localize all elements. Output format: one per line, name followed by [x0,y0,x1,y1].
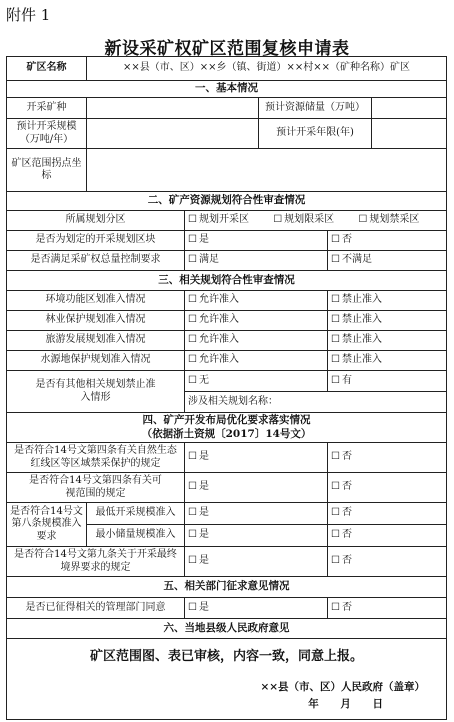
planning-zone-options [185,211,447,231]
zone-mining-checkbox[interactable]: ☐ 规划开采区 [188,214,270,227]
section-1-title: 一、基本情况 [7,81,447,98]
application-form-table [6,56,447,720]
years-field[interactable] [372,119,447,149]
checkbox[interactable]: ☐ 否 [331,507,352,518]
years-label: 预计开采年限(年) [259,119,372,149]
planning-block-no [328,231,447,251]
min-scale-label: 最低开采规模准入 [87,503,185,525]
section-5-title: 五、相关部门征求意见情况 [7,577,447,598]
env-ban [328,291,447,311]
checkbox[interactable]: ☐ 否 [331,481,352,492]
mine-name-label: 矿区名称 [7,57,87,81]
min-reserve-label: 最小储量规模准入 [87,525,185,547]
dept-consent-yes [185,598,328,619]
checkbox[interactable]: ☐ 允许准入 [188,354,239,365]
checkbox[interactable]: ☐ 是 [188,602,209,613]
checkbox[interactable]: ☐ 否 [331,234,352,245]
section-3-title: 三、相关规划符合性审查情况 [7,271,447,291]
final-boundary-label: 是否符合14号文第九条关于开采最终境界要求的规定 [7,547,185,577]
forestry-ban [328,311,447,331]
tourism-allow [185,331,328,351]
county-opinion-field[interactable] [7,639,447,720]
tourism-ban [328,331,447,351]
quota-yes [185,251,328,271]
checkbox[interactable]: ☐ 禁止准入 [331,334,382,345]
checkbox[interactable]: ☐ 是 [188,234,209,245]
checkbox[interactable]: ☐ 是 [188,507,209,518]
forestry-allow [185,311,328,331]
visible-range-label: 是否符合14号文第四条有关可视范围的规定 [7,473,185,503]
scale-field[interactable] [87,119,259,149]
dept-consent-no [328,598,447,619]
other-plan-label: 是否有其他相关规划禁止准入情形 [7,371,185,413]
checkbox[interactable]: ☐ 禁止准入 [331,314,382,325]
declaration-text: 矿区范围图、表已审核，内容一致，同意上报。 [90,649,364,664]
planning-zone-label: 所属规划分区 [7,211,185,231]
section-6-title: 六、当地县级人民政府意见 [7,619,447,639]
env-label: 环境功能区划准入情况 [7,291,185,311]
min-reserve-yes [185,525,328,547]
quota-label: 是否满足采矿权总量控制要求 [7,251,185,271]
visible-range-yes [185,473,328,503]
quota-no [328,251,447,271]
reserve-field[interactable] [372,98,447,119]
mine-name-value[interactable]: ××县（市、区）××乡（镇、街道）××村××（矿种名称）矿区 [87,57,447,81]
eco-redline-no [328,443,447,473]
eco-redline-label: 是否符合14号文第四条有关自然生态红线区等区域禁采保护的规定 [7,443,185,473]
section-4-heading: 四、矿产开发布局优化要求落实情况 [142,414,311,427]
section-2-title: 二、矿产资源规划符合性审查情况 [7,192,447,211]
checkbox[interactable]: ☐ 否 [331,555,352,566]
zone-limited-checkbox[interactable]: ☐ 规划限采区 [273,214,355,227]
checkbox[interactable]: ☐ 允许准入 [188,294,239,305]
checkbox[interactable]: ☐ 否 [331,602,352,613]
involved-plan-field[interactable] [185,392,447,413]
section-4-subtitle: （依据浙土资规〔2017〕14号文） [141,427,312,440]
tourism-label: 旅游发展规划准入情况 [7,331,185,351]
eco-redline-yes [185,443,328,473]
reserve-label: 预计资源储量（万吨） [259,98,372,119]
section-4-title [7,413,447,443]
mineral-type-field[interactable] [87,98,259,119]
final-boundary-yes [185,547,328,577]
min-scale-yes [185,503,328,525]
scale-label: 预计开采规模（万吨/年） [7,119,87,149]
checkbox[interactable]: ☐ 禁止准入 [331,354,382,365]
visible-range-no [328,473,447,503]
other-none [185,371,328,392]
checkbox[interactable]: ☐ 否 [331,529,352,540]
checkbox[interactable]: ☐ 是 [188,481,209,492]
mineral-type-label: 开采矿种 [7,98,87,119]
dept-consent-label: 是否已征得相关的管理部门同意 [7,598,185,619]
checkbox[interactable]: ☐ 有 [331,375,352,386]
min-reserve-no [328,525,447,547]
date-line: 年 月 日 [308,698,384,711]
planning-block-label: 是否为划定的开采规划区块 [7,231,185,251]
checkbox[interactable]: ☐ 不满足 [331,254,372,265]
water-allow [185,351,328,371]
coords-field[interactable] [87,149,447,192]
water-label: 水源地保护规划准入情况 [7,351,185,371]
signature-line: ××县（市、区）人民政府（盖章） [260,681,426,694]
checkbox[interactable]: ☐ 允许准入 [188,334,239,345]
min-scale-no [328,503,447,525]
checkbox[interactable]: ☐ 满足 [188,254,219,265]
checkbox[interactable]: ☐ 禁止准入 [331,294,382,305]
water-ban [328,351,447,371]
coords-label: 矿区范围拐点坐标 [7,149,87,192]
env-allow [185,291,328,311]
checkbox[interactable]: ☐ 否 [331,451,352,462]
attachment-label: 附件 1 [6,6,51,24]
involved-plan-label: 涉及相关规划名称： [188,395,278,407]
form-title: 新设采矿权矿区范围复核申请表 [104,39,350,59]
other-has [328,371,447,392]
scale-rule-label: 是否符合14号文第八条规模准入要求 [7,503,87,547]
checkbox[interactable]: ☐ 是 [188,451,209,462]
checkbox[interactable]: ☐ 允许准入 [188,314,239,325]
final-boundary-no [328,547,447,577]
zone-banned-checkbox[interactable]: ☐ 规划禁采区 [358,214,419,227]
planning-block-yes [185,231,328,251]
checkbox[interactable]: ☐ 无 [188,375,209,386]
checkbox[interactable]: ☐ 是 [188,529,209,540]
forestry-label: 林业保护规划准入情况 [7,311,185,331]
checkbox[interactable]: ☐ 是 [188,555,209,566]
